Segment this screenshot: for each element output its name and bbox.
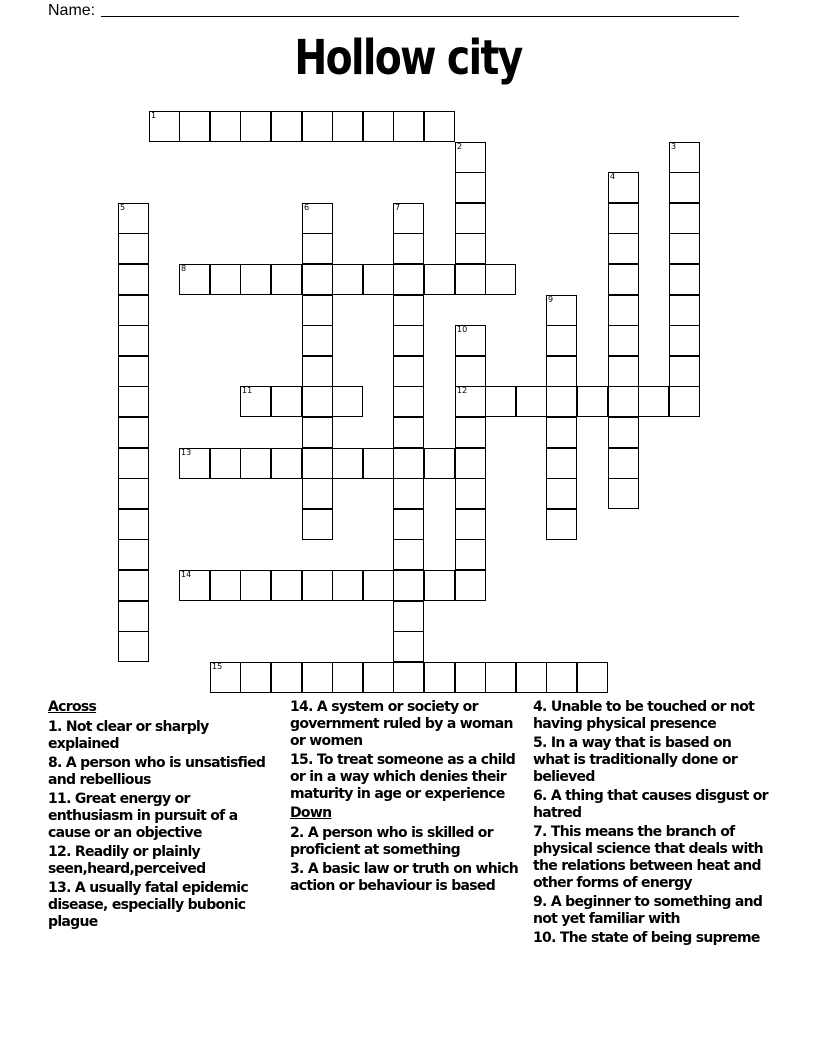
across-clue-12: 12. Readily or plainly seen,heard,perceived (48, 844, 206, 877)
grid-cell[interactable] (608, 172, 639, 203)
grid-cell[interactable] (302, 662, 333, 693)
grid-cell[interactable] (271, 111, 302, 142)
down-clue-5: 5. In a way that is based on what is traditionally done or believed (533, 735, 738, 785)
clue-number: 14 (181, 570, 192, 579)
grid-cell[interactable] (210, 570, 241, 601)
grid-cell[interactable] (363, 570, 394, 601)
grid-cell[interactable] (455, 386, 486, 417)
grid-cell[interactable] (332, 386, 363, 417)
grid-cell[interactable] (210, 662, 241, 693)
grid-cell[interactable] (485, 386, 516, 417)
grid-cell[interactable] (546, 356, 577, 387)
grid-cell[interactable] (455, 172, 486, 203)
grid-cell[interactable] (577, 386, 608, 417)
grid-cell[interactable] (393, 325, 424, 356)
clue-number: 9 (548, 295, 554, 304)
grid-cell[interactable] (363, 264, 394, 295)
across-clue-1: 1. Not clear or sharply explained (48, 719, 209, 752)
grid-cell[interactable] (118, 509, 149, 540)
grid-cell[interactable] (332, 662, 363, 693)
down-clue-7: 7. This means the branch of physical science that deals with the relations between heat and other forms of energy (533, 824, 763, 891)
grid-cell[interactable] (302, 264, 333, 295)
grid-cell[interactable] (179, 264, 210, 295)
grid-cell[interactable] (302, 570, 333, 601)
clue-number: 13 (181, 448, 192, 457)
grid-cell[interactable] (516, 386, 547, 417)
grid-cell[interactable] (393, 601, 424, 632)
grid-cell[interactable] (302, 417, 333, 448)
grid-cell[interactable] (485, 662, 516, 693)
grid-cell[interactable] (302, 509, 333, 540)
grid-cell[interactable] (455, 478, 486, 509)
grid-cell[interactable] (302, 386, 333, 417)
across-clue-15: 15. To treat someone as a child or in a way which denies their maturity in age or experience (290, 752, 516, 802)
grid-cell[interactable] (393, 295, 424, 326)
grid-cell[interactable] (546, 662, 577, 693)
grid-cell[interactable] (363, 662, 394, 693)
clue-number: 2 (457, 142, 463, 151)
grid-cell[interactable] (608, 448, 639, 479)
grid-cell[interactable] (546, 295, 577, 326)
grid-cell[interactable] (332, 448, 363, 479)
grid-cell[interactable] (393, 203, 424, 234)
grid-cell[interactable] (546, 386, 577, 417)
down-heading: Down (290, 805, 332, 821)
grid-cell[interactable] (302, 295, 333, 326)
name-field (48, 0, 739, 20)
grid-cell[interactable] (332, 111, 363, 142)
grid-cell[interactable] (393, 570, 424, 601)
grid-cell[interactable] (669, 142, 700, 173)
clue-number: 1 (151, 111, 157, 120)
grid-cell[interactable] (669, 172, 700, 203)
grid-cell[interactable] (455, 325, 486, 356)
grid-cell[interactable] (546, 509, 577, 540)
down-clue-4: 4. Unable to be touched or not having physical presence (533, 699, 755, 732)
name-label: Name: (48, 2, 96, 19)
grid-cell[interactable] (608, 356, 639, 387)
grid-cell[interactable] (638, 386, 669, 417)
grid-cell[interactable] (608, 325, 639, 356)
grid-cell[interactable] (393, 662, 424, 693)
name-line[interactable] (101, 16, 739, 17)
grid-cell[interactable] (179, 448, 210, 479)
across-clue-13: 13. A usually fatal epidemic disease, especially bubonic plague (48, 880, 248, 930)
clue-number: 7 (395, 203, 401, 212)
down-clue-6: 6. A thing that causes disgust or hatred (533, 788, 768, 821)
grid-cell[interactable] (118, 601, 149, 632)
grid-cell[interactable] (516, 662, 547, 693)
grid-cell[interactable] (455, 539, 486, 570)
down-clue-3: 3. A basic law or truth on which action or behaviour is based (290, 861, 519, 894)
grid-cell[interactable] (302, 478, 333, 509)
grid-cell[interactable] (302, 325, 333, 356)
grid-cell[interactable] (393, 356, 424, 387)
grid-cell[interactable] (271, 662, 302, 693)
grid-cell[interactable] (455, 417, 486, 448)
grid-cell[interactable] (302, 448, 333, 479)
grid-cell[interactable] (424, 448, 455, 479)
grid-cell[interactable] (546, 417, 577, 448)
across-clue-14: 14. A system or society or government ruled by a woman or women (290, 699, 513, 749)
grid-cell[interactable] (455, 509, 486, 540)
grid-cell[interactable] (669, 233, 700, 264)
grid-cell[interactable] (302, 233, 333, 264)
grid-cell[interactable] (149, 111, 180, 142)
grid-cell[interactable] (393, 264, 424, 295)
grid-cell[interactable] (424, 662, 455, 693)
grid-cell[interactable] (363, 448, 394, 479)
grid-cell[interactable] (608, 386, 639, 417)
grid-cell[interactable] (210, 264, 241, 295)
grid-cell[interactable] (393, 111, 424, 142)
grid-cell[interactable] (302, 203, 333, 234)
grid-cell[interactable] (608, 264, 639, 295)
grid-cell[interactable] (210, 448, 241, 479)
grid-cell[interactable] (424, 570, 455, 601)
grid-cell[interactable] (669, 203, 700, 234)
grid-cell[interactable] (118, 448, 149, 479)
clues-column-1 (48, 699, 276, 933)
grid-cell[interactable] (546, 478, 577, 509)
grid-cell[interactable] (455, 142, 486, 173)
grid-cell[interactable] (240, 448, 271, 479)
grid-cell[interactable] (179, 570, 210, 601)
grid-cell[interactable] (669, 356, 700, 387)
grid-cell[interactable] (118, 386, 149, 417)
down-clue-10: 10. The state of being supreme (533, 930, 760, 946)
grid-cell[interactable] (393, 386, 424, 417)
grid-cell[interactable] (332, 264, 363, 295)
clue-number: 15 (212, 662, 223, 671)
grid-cell[interactable] (393, 478, 424, 509)
grid-cell[interactable] (608, 233, 639, 264)
grid-cell[interactable] (455, 356, 486, 387)
grid-cell[interactable] (455, 662, 486, 693)
clue-number: 11 (242, 386, 253, 395)
clue-number: 8 (181, 264, 187, 273)
clue-number: 10 (457, 325, 468, 334)
grid-cell[interactable] (302, 356, 333, 387)
grid-cell[interactable] (546, 448, 577, 479)
clues-column-3 (533, 699, 769, 949)
grid-cell[interactable] (455, 203, 486, 234)
grid-cell[interactable] (546, 325, 577, 356)
grid-cell[interactable] (118, 233, 149, 264)
clue-number: 12 (457, 386, 468, 395)
grid-cell[interactable] (118, 570, 149, 601)
grid-cell[interactable] (118, 417, 149, 448)
across-heading: Across (48, 699, 97, 715)
grid-cell[interactable] (485, 264, 516, 295)
clue-number: 6 (304, 203, 310, 212)
grid-cell[interactable] (393, 631, 424, 662)
grid-cell[interactable] (271, 264, 302, 295)
grid-cell[interactable] (393, 509, 424, 540)
across-clue-11: 11. Great energy or enthusiasm in pursuit of a cause or an objective (48, 791, 238, 841)
grid-cell[interactable] (118, 356, 149, 387)
grid-cell[interactable] (424, 111, 455, 142)
down-clue-2: 2. A person who is skilled or proficient at something (290, 825, 493, 858)
grid-cell[interactable] (455, 233, 486, 264)
clues-column-2 (290, 699, 526, 897)
grid-cell[interactable] (210, 111, 241, 142)
grid-cell[interactable] (669, 325, 700, 356)
grid-cell[interactable] (393, 417, 424, 448)
grid-cell[interactable] (669, 386, 700, 417)
grid-cell[interactable] (608, 417, 639, 448)
grid-cell[interactable] (455, 448, 486, 479)
clue-number: 3 (671, 142, 677, 151)
grid-cell[interactable] (179, 111, 210, 142)
grid-cell[interactable] (608, 295, 639, 326)
grid-cell[interactable] (118, 325, 149, 356)
grid-cell[interactable] (424, 264, 455, 295)
grid-cell[interactable] (669, 264, 700, 295)
grid-cell[interactable] (363, 111, 394, 142)
grid-cell[interactable] (118, 539, 149, 570)
grid-cell[interactable] (455, 264, 486, 295)
grid-cell[interactable] (118, 478, 149, 509)
grid-cell[interactable] (271, 570, 302, 601)
grid-cell[interactable] (118, 631, 149, 662)
down-clue-9: 9. A beginner to something and not yet familiar with (533, 894, 763, 927)
grid-cell[interactable] (455, 570, 486, 601)
grid-cell[interactable] (393, 233, 424, 264)
across-clue-8: 8. A person who is unsatisfied and rebellious (48, 755, 266, 788)
grid-cell[interactable] (608, 478, 639, 509)
grid-cell[interactable] (608, 203, 639, 234)
grid-cell[interactable] (240, 386, 271, 417)
grid-cell[interactable] (669, 295, 700, 326)
grid-cell[interactable] (240, 264, 271, 295)
grid-cell[interactable] (577, 662, 608, 693)
grid-cell[interactable] (240, 570, 271, 601)
grid-cell[interactable] (240, 111, 271, 142)
grid-cell[interactable] (271, 386, 302, 417)
grid-cell[interactable] (332, 570, 363, 601)
puzzle-title: Hollow city (294, 30, 522, 86)
grid-cell[interactable] (118, 295, 149, 326)
clue-number: 5 (120, 203, 126, 212)
grid-cell[interactable] (240, 662, 271, 693)
grid-cell[interactable] (118, 264, 149, 295)
grid-cell[interactable] (393, 539, 424, 570)
grid-cell[interactable] (271, 448, 302, 479)
grid-cell[interactable] (393, 448, 424, 479)
grid-cell[interactable] (118, 203, 149, 234)
clue-number: 4 (610, 172, 616, 181)
grid-cell[interactable] (302, 111, 333, 142)
